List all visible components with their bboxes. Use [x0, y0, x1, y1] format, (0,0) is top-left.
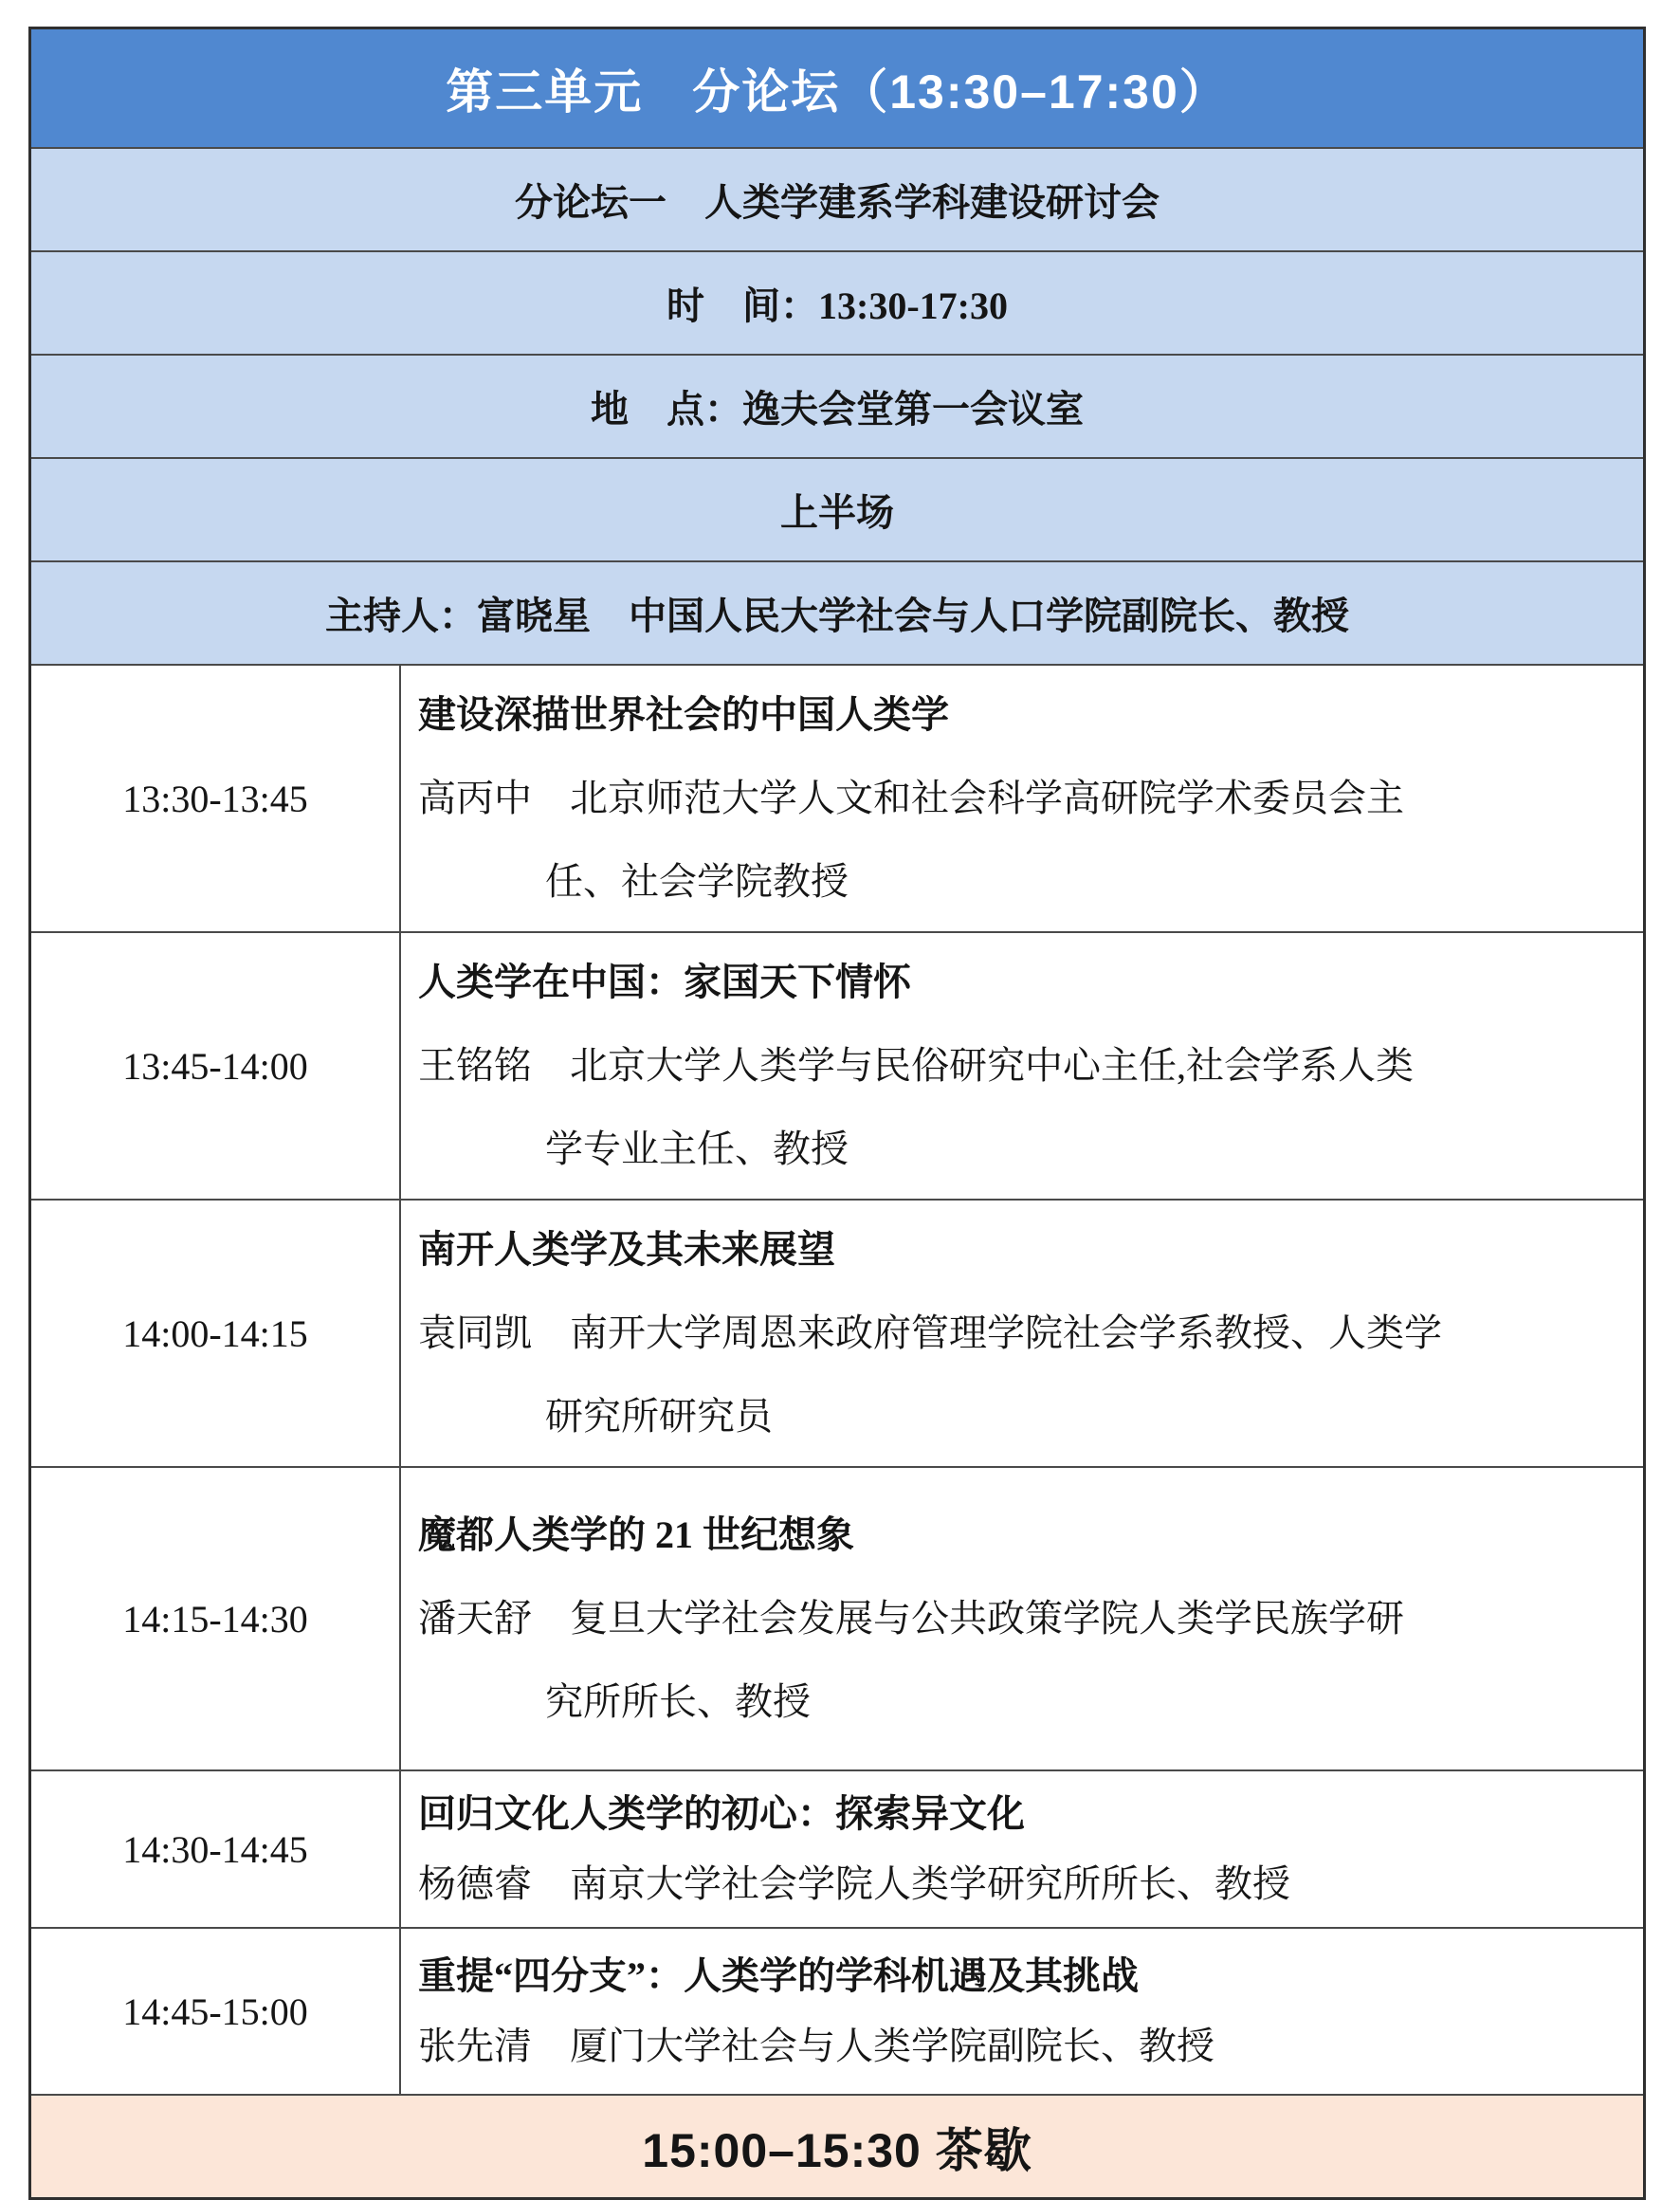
- session-speaker-continued: 任、社会学院教授: [545, 860, 849, 903]
- session-content: [401, 1771, 1643, 1927]
- session-row: [31, 1466, 1643, 1769]
- session-content: [401, 1201, 1643, 1466]
- forum-subtitle-row: [31, 147, 1643, 250]
- session-title: 回归文化人类学的初心：探索异文化: [418, 1792, 1025, 1835]
- session-speaker: 高丙中 北京师范大学人文和社会科学高研院学术委员会主: [418, 777, 1404, 819]
- session-content: [401, 1468, 1643, 1769]
- session-speaker: 潘天舒 复旦大学社会发展与公共政策学院人类学民族学研: [418, 1597, 1404, 1640]
- session-speaker-continued: 研究所研究员: [545, 1395, 773, 1438]
- forum-moderator: 主持人：富晓星 中国人民大学社会与人口学院副院长、教授: [325, 595, 1349, 637]
- forum-moderator-row: [31, 560, 1643, 664]
- session-time: 14:45-15:00: [31, 1929, 401, 2094]
- session-speaker-continued: 究所所长、教授: [545, 1680, 811, 1723]
- session-content: [401, 933, 1643, 1199]
- session-speaker: 张先清 厦门大学社会与人类学院副院长、教授: [418, 2025, 1214, 2067]
- session-title: 南开人类学及其未来展望: [418, 1228, 835, 1271]
- session-title: 重提“四分支”：人类学的学科机遇及其挑战: [418, 1954, 1139, 1997]
- session-content: [401, 666, 1643, 931]
- session-speaker: 王铭铭 北京大学人类学与民俗研究中心主任,社会学系人类: [418, 1044, 1414, 1087]
- session-content: [401, 1929, 1643, 2094]
- session-time: 13:30-13:45: [31, 666, 401, 931]
- session-speaker: 杨德睿 南京大学社会学院人类学研究所所长、教授: [418, 1862, 1290, 1905]
- forum-time-row: [31, 250, 1643, 354]
- session-time: 14:15-14:30: [31, 1468, 401, 1769]
- unit-header-row: [31, 29, 1643, 147]
- forum-part-label: 上半场: [780, 491, 894, 534]
- session-row: [31, 1769, 1643, 1927]
- session-title: 人类学在中国：家国天下情怀: [418, 961, 911, 1003]
- forum-part-row: [31, 457, 1643, 560]
- session-speaker: 袁同凯 南开大学周恩来政府管理学院社会学系教授、人类学: [418, 1311, 1442, 1354]
- forum-time: 时 间：13:30-17:30: [667, 284, 1008, 327]
- session-title: 建设深描世界社会的中国人类学: [418, 693, 949, 736]
- forum-venue: 地 点：逸夫会堂第一会议室: [591, 388, 1084, 431]
- session-time: 13:45-14:00: [31, 933, 401, 1199]
- tea-break-row: [31, 2094, 1643, 2197]
- session-time: 14:00-14:15: [31, 1201, 401, 1466]
- session-row: [31, 1927, 1643, 2094]
- session-time: 14:30-14:45: [31, 1771, 401, 1927]
- session-speaker-continued: 学专业主任、教授: [545, 1128, 849, 1170]
- forum-venue-row: [31, 354, 1643, 457]
- unit-header-title: 第三单元 分论坛（13:30–17:30）: [446, 65, 1229, 119]
- program-schedule-table: [28, 27, 1646, 2200]
- session-row: [31, 1199, 1643, 1466]
- session-row: [31, 931, 1643, 1199]
- forum-subtitle: 分论坛一 人类学建系学科建设研讨会: [515, 181, 1160, 224]
- session-row: [31, 664, 1643, 931]
- session-title: 魔都人类学的 21 世纪想象: [418, 1513, 854, 1556]
- tea-break-label: 15:00–15:30 茶歇: [642, 2123, 1032, 2177]
